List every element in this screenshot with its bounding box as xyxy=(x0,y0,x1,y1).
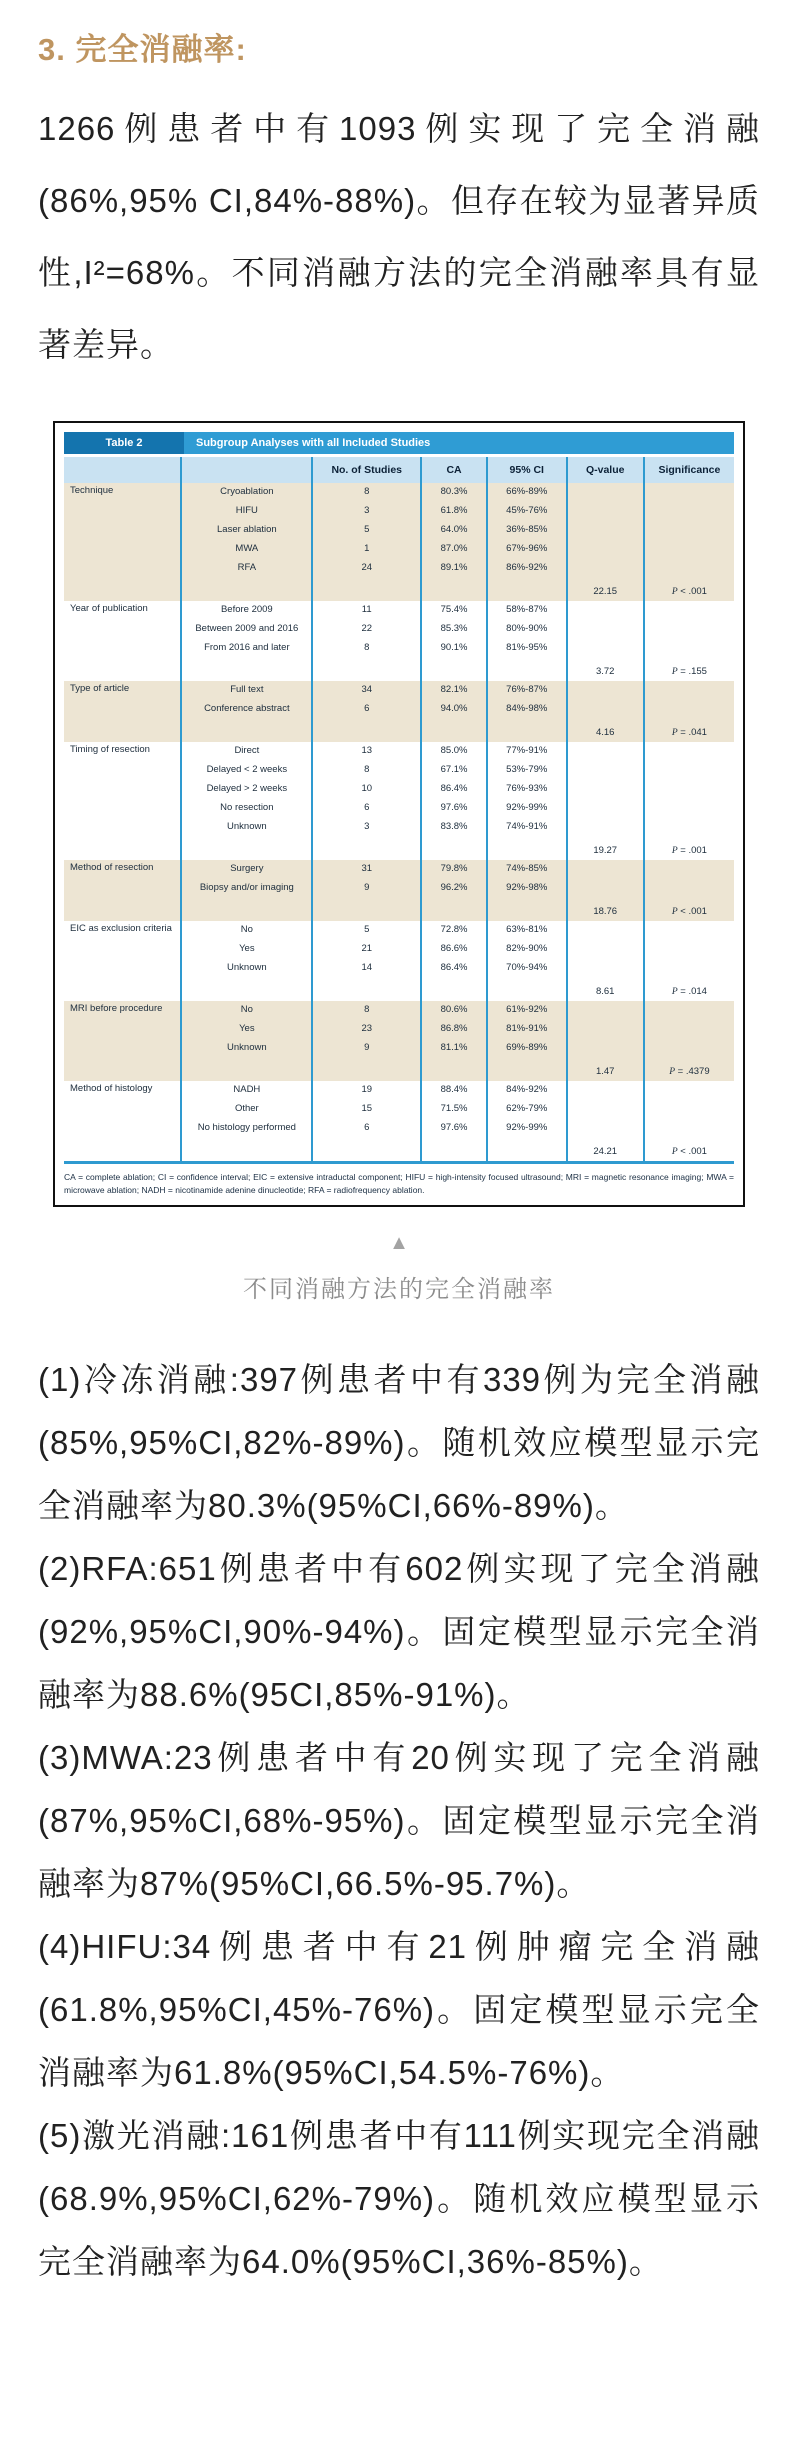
table-cell: 84%-98% xyxy=(487,700,567,719)
table-cell: 85.0% xyxy=(421,742,487,761)
table-cell: 92%-99% xyxy=(487,1119,567,1138)
table-cell: No xyxy=(181,1001,312,1020)
table-cell: 1 xyxy=(312,540,421,559)
table-cell xyxy=(487,658,567,681)
table-cell xyxy=(567,940,644,959)
table-cell xyxy=(64,1058,181,1081)
table-cell xyxy=(64,959,181,978)
table-cell: Surgery xyxy=(181,860,312,879)
header-cell-qvalue: Q-value xyxy=(567,457,644,483)
table-cell: Other xyxy=(181,1100,312,1119)
table-cell xyxy=(64,719,181,742)
table-cell xyxy=(64,559,181,578)
table-row xyxy=(64,502,734,521)
table-cell: Conference abstract xyxy=(181,700,312,719)
table-cell xyxy=(567,780,644,799)
table-cell xyxy=(64,818,181,837)
section-heading: 3. 完全消融率: xyxy=(38,32,247,67)
header-cell-ci: 95% CI xyxy=(487,457,567,483)
subgroup-analyses-table xyxy=(64,457,734,1164)
table-cell: 74%-91% xyxy=(487,818,567,837)
table-qvalue-row xyxy=(64,1138,734,1163)
table-cell: 72.8% xyxy=(421,921,487,940)
table-cell: 71.5% xyxy=(421,1100,487,1119)
table-cell: MWA xyxy=(181,540,312,559)
table-cell: 86%-92% xyxy=(487,559,567,578)
table-cell xyxy=(567,681,644,700)
table-cell xyxy=(644,940,734,959)
table-row xyxy=(64,799,734,818)
table-cell xyxy=(64,940,181,959)
q-value-cell: 3.72 xyxy=(567,658,644,681)
table-cell: 80%-90% xyxy=(487,620,567,639)
table-cell xyxy=(644,799,734,818)
table-cell: 11 xyxy=(312,601,421,620)
q-value-cell: 24.21 xyxy=(567,1138,644,1163)
finding-paragraph-cryoablation: (1)冷冻消融:397例患者中有339例为完全消融(85%,95%CI,82%-89%)。随机效应模型显示完全消融率为80.3%(95%CI,66%-89%)。 xyxy=(38,1361,760,1525)
table-cell: 76%-93% xyxy=(487,780,567,799)
table-cell: Technique xyxy=(70,485,114,496)
table-cell: 8 xyxy=(312,483,421,502)
table-cell: 76%-87% xyxy=(487,681,567,700)
table-cell xyxy=(567,1020,644,1039)
table-cell xyxy=(567,1001,644,1020)
q-value-cell: 8.61 xyxy=(567,978,644,1001)
table-cell: 67.1% xyxy=(421,761,487,780)
table-cell xyxy=(421,1138,487,1163)
table-row xyxy=(64,540,734,559)
table-cell xyxy=(567,818,644,837)
table-cell xyxy=(644,761,734,780)
table-cell xyxy=(64,1119,181,1138)
table-cell: 87.0% xyxy=(421,540,487,559)
table-cell xyxy=(644,959,734,978)
table-cell: 86.4% xyxy=(421,959,487,978)
table-cell: 81.1% xyxy=(421,1039,487,1058)
table-cell: 53%-79% xyxy=(487,761,567,780)
table-cell: 63%-81% xyxy=(487,921,567,940)
significance-cell: P = .155 xyxy=(644,658,734,681)
table-cell xyxy=(487,719,567,742)
table-cell: Year of publication xyxy=(70,603,148,614)
table-cell: 77%-91% xyxy=(487,742,567,761)
table-cell xyxy=(567,1039,644,1058)
table-cell xyxy=(644,879,734,898)
table-cell: 6 xyxy=(312,1119,421,1138)
table-cell: Delayed > 2 weeks xyxy=(181,780,312,799)
table-cell: No xyxy=(181,921,312,940)
table-cell: 9 xyxy=(312,879,421,898)
intro-paragraph: 1266例患者中有1093例实现了完全消融(86%,95% CI,84%-88%)。但存在较为显著异质性,I²=68%。不同消融方法的完全消融率具有显著差异。 xyxy=(38,110,760,363)
table-cell: 97.6% xyxy=(421,799,487,818)
table-cell xyxy=(567,601,644,620)
table-header-row xyxy=(64,457,734,483)
finding-paragraph-hifu: (4)HIFU:34例患者中有21例肿瘤完全消融(61.8%,95%CI,45%-76%)。固定模型显示完全消融率为61.8%(95%CI,54.5%-76%)。 xyxy=(38,1928,760,2092)
table-cell: 82.1% xyxy=(421,681,487,700)
table-cell xyxy=(421,898,487,921)
table-cell: 83.8% xyxy=(421,818,487,837)
table-cell: 22 xyxy=(312,620,421,639)
table-cell xyxy=(312,578,421,601)
table-cell xyxy=(567,620,644,639)
table-cell xyxy=(644,1081,734,1100)
header-cell-empty xyxy=(64,457,181,483)
table-cell xyxy=(64,879,181,898)
table-image-frame xyxy=(53,421,745,1207)
table-cell: Laser ablation xyxy=(181,521,312,540)
table-qvalue-row xyxy=(64,978,734,1001)
table-cell xyxy=(64,1138,181,1163)
table-row xyxy=(64,1020,734,1039)
table-cell xyxy=(567,959,644,978)
table-row xyxy=(64,780,734,799)
figure-caption-block xyxy=(38,1233,760,1304)
table-cell xyxy=(567,559,644,578)
table-cell: 89.1% xyxy=(421,559,487,578)
table-cell: 97.6% xyxy=(421,1119,487,1138)
table-cell: 86.4% xyxy=(421,780,487,799)
table-cell xyxy=(181,898,312,921)
table-cell: 14 xyxy=(312,959,421,978)
table-cell xyxy=(487,578,567,601)
table-cell xyxy=(64,502,181,521)
significance-cell: P = .041 xyxy=(644,719,734,742)
table-cell xyxy=(64,780,181,799)
table-cell: From 2016 and later xyxy=(181,639,312,658)
table-cell: 31 xyxy=(312,860,421,879)
significance-cell: P = .001 xyxy=(644,837,734,860)
table-cell xyxy=(487,837,567,860)
table-cell: Yes xyxy=(181,940,312,959)
table-cell xyxy=(181,719,312,742)
table-cell: 80.3% xyxy=(421,483,487,502)
table-row xyxy=(64,620,734,639)
table-cell xyxy=(487,898,567,921)
table-cell xyxy=(64,978,181,1001)
table-row xyxy=(64,1100,734,1119)
table-cell: 88.4% xyxy=(421,1081,487,1100)
table-cell: 90.1% xyxy=(421,639,487,658)
table-cell: 92%-98% xyxy=(487,879,567,898)
table-cell xyxy=(567,860,644,879)
table-cell xyxy=(64,700,181,719)
table-cell xyxy=(567,1100,644,1119)
table-row xyxy=(64,1081,734,1100)
table-cell: Before 2009 xyxy=(181,601,312,620)
table-cell: Cryoablation xyxy=(181,483,312,502)
table-cell: HIFU xyxy=(181,502,312,521)
table-cell xyxy=(312,1138,421,1163)
table-cell: 6 xyxy=(312,700,421,719)
significance-cell: P < .001 xyxy=(644,578,734,601)
table-cell: 67%-96% xyxy=(487,540,567,559)
table-cell xyxy=(644,502,734,521)
table-cell xyxy=(421,719,487,742)
table-cell xyxy=(644,1020,734,1039)
q-value-cell: 1.47 xyxy=(567,1058,644,1081)
table-cell xyxy=(644,639,734,658)
header-cell-no-of-studies: No. of Studies xyxy=(312,457,421,483)
q-value-cell: 19.27 xyxy=(567,837,644,860)
table-cell: MRI before procedure xyxy=(70,1003,163,1014)
table-cell xyxy=(567,921,644,940)
table-cell: 96.2% xyxy=(421,879,487,898)
table-cell: 36%-85% xyxy=(487,521,567,540)
table-cell xyxy=(644,1100,734,1119)
table-cell: Unknown xyxy=(181,959,312,978)
table-cell xyxy=(487,978,567,1001)
table-cell xyxy=(181,1138,312,1163)
table-cell xyxy=(181,578,312,601)
table-row xyxy=(64,483,734,502)
table-cell xyxy=(644,818,734,837)
table-row xyxy=(64,959,734,978)
significance-cell: P = .4379 xyxy=(644,1058,734,1081)
table-cell: 61%-92% xyxy=(487,1001,567,1020)
table-cell xyxy=(644,559,734,578)
table-cell xyxy=(567,742,644,761)
table-qvalue-row xyxy=(64,898,734,921)
table-cell xyxy=(64,837,181,860)
table-cell: 84%-92% xyxy=(487,1081,567,1100)
table-cell: 45%-76% xyxy=(487,502,567,521)
table-qvalue-row xyxy=(64,578,734,601)
table-row xyxy=(64,601,734,620)
table-footnote: CA = complete ablation; CI = confidence interval; EIC = extensive intraductal component; HIFU = high-intensity focused ultrasound; MRI = magnetic resonance imaging; MWA = microwave ablation; NADH = nicotinamide adenine dinucleotide; RFA = radiofrequency ablation. xyxy=(64,1172,734,1196)
table-cell xyxy=(644,483,734,502)
table-row xyxy=(64,700,734,719)
table-row xyxy=(64,639,734,658)
table-cell xyxy=(64,1100,181,1119)
table-cell xyxy=(64,658,181,681)
table-cell xyxy=(487,1058,567,1081)
table-label: Table 2 xyxy=(64,432,184,454)
table-cell xyxy=(312,837,421,860)
table-qvalue-row xyxy=(64,837,734,860)
table-row xyxy=(64,879,734,898)
table-cell xyxy=(64,898,181,921)
table-title-bar xyxy=(64,432,734,454)
table-cell: Type of article xyxy=(70,683,130,694)
table-cell: 80.6% xyxy=(421,1001,487,1020)
table-cell: 34 xyxy=(312,681,421,700)
table-cell xyxy=(567,761,644,780)
table-cell: 69%-89% xyxy=(487,1039,567,1058)
table-row xyxy=(64,521,734,540)
table-cell: Timing of resection xyxy=(70,744,150,755)
table-qvalue-row xyxy=(64,719,734,742)
table-cell: 86.6% xyxy=(421,940,487,959)
table-cell: NADH xyxy=(181,1081,312,1100)
table-cell: 64.0% xyxy=(421,521,487,540)
table-cell: 66%-89% xyxy=(487,483,567,502)
q-value-cell: 22.15 xyxy=(567,578,644,601)
table-cell: 75.4% xyxy=(421,601,487,620)
table-cell: 15 xyxy=(312,1100,421,1119)
table-row xyxy=(64,1039,734,1058)
table-cell xyxy=(644,780,734,799)
table-cell: 92%-99% xyxy=(487,799,567,818)
table-cell: 81%-91% xyxy=(487,1020,567,1039)
table-cell: Between 2009 and 2016 xyxy=(181,620,312,639)
table-cell: 10 xyxy=(312,780,421,799)
table-cell: 23 xyxy=(312,1020,421,1039)
table-cell: 24 xyxy=(312,559,421,578)
header-cell-significance: Significance xyxy=(644,457,734,483)
table-cell: 79.8% xyxy=(421,860,487,879)
table-cell: 74%-85% xyxy=(487,860,567,879)
table-cell: 61.8% xyxy=(421,502,487,521)
table-row xyxy=(64,742,734,761)
table-cell xyxy=(567,799,644,818)
table-cell xyxy=(64,578,181,601)
table-cell xyxy=(644,620,734,639)
table-cell: 3 xyxy=(312,502,421,521)
table-cell: RFA xyxy=(181,559,312,578)
table-cell: 8 xyxy=(312,639,421,658)
table-row xyxy=(64,1001,734,1020)
table-cell: Unknown xyxy=(181,818,312,837)
table-cell xyxy=(567,700,644,719)
table-cell: Direct xyxy=(181,742,312,761)
table-cell xyxy=(567,879,644,898)
table-title: Subgroup Analyses with all Included Studies xyxy=(184,432,734,454)
table-cell: 9 xyxy=(312,1039,421,1058)
table-cell xyxy=(644,521,734,540)
table-cell: Method of resection xyxy=(70,862,154,873)
table-cell: 82%-90% xyxy=(487,940,567,959)
table-cell xyxy=(644,700,734,719)
table-qvalue-row xyxy=(64,658,734,681)
table-cell xyxy=(567,1119,644,1138)
significance-cell: P < .001 xyxy=(644,898,734,921)
table-cell: Full text xyxy=(181,681,312,700)
header-cell-ca: CA xyxy=(421,457,487,483)
table-cell: Biopsy and/or imaging xyxy=(181,879,312,898)
table-cell: 5 xyxy=(312,921,421,940)
table-row xyxy=(64,559,734,578)
table-cell xyxy=(644,742,734,761)
table-cell xyxy=(312,1058,421,1081)
table-cell: 6 xyxy=(312,799,421,818)
finding-paragraph-laser: (5)激光消融:161例患者中有111例实现完全消融(68.9%,95%CI,62%-79%)。随机效应模型显示完全消融率为64.0%(95%CI,36%-85%)。 xyxy=(38,2117,760,2281)
table-row xyxy=(64,818,734,837)
table-cell: No resection xyxy=(181,799,312,818)
table-header xyxy=(64,457,734,483)
table-cell: EIC as exclusion criteria xyxy=(70,923,172,934)
table-cell xyxy=(644,1001,734,1020)
table-cell xyxy=(421,978,487,1001)
table-cell xyxy=(421,837,487,860)
table-cell: Unknown xyxy=(181,1039,312,1058)
table-cell xyxy=(312,719,421,742)
table-cell: 8 xyxy=(312,1001,421,1020)
table-cell xyxy=(644,601,734,620)
table-row xyxy=(64,860,734,879)
table-cell xyxy=(64,521,181,540)
table-cell: 85.3% xyxy=(421,620,487,639)
significance-cell: P = .014 xyxy=(644,978,734,1001)
table-cell: 86.8% xyxy=(421,1020,487,1039)
table-cell xyxy=(644,681,734,700)
table-cell xyxy=(181,1058,312,1081)
table-cell xyxy=(64,761,181,780)
table-cell: 19 xyxy=(312,1081,421,1100)
table-cell: 5 xyxy=(312,521,421,540)
table-cell xyxy=(567,1081,644,1100)
table-cell xyxy=(421,578,487,601)
table-cell xyxy=(181,837,312,860)
table-cell xyxy=(181,978,312,1001)
table-body xyxy=(64,483,734,1163)
table-row xyxy=(64,1119,734,1138)
table-cell: 94.0% xyxy=(421,700,487,719)
table-cell xyxy=(421,1058,487,1081)
table-cell xyxy=(64,1020,181,1039)
table-cell xyxy=(181,658,312,681)
header-cell-empty xyxy=(181,457,312,483)
table-cell xyxy=(567,483,644,502)
table-cell: 3 xyxy=(312,818,421,837)
q-value-cell: 4.16 xyxy=(567,719,644,742)
table-cell xyxy=(421,658,487,681)
significance-cell: P < .001 xyxy=(644,1138,734,1163)
q-value-cell: 18.76 xyxy=(567,898,644,921)
table-row xyxy=(64,940,734,959)
table-cell xyxy=(64,540,181,559)
table-qvalue-row xyxy=(64,1058,734,1081)
table-cell: No histology performed xyxy=(181,1119,312,1138)
table-cell xyxy=(567,502,644,521)
table-row xyxy=(64,761,734,780)
table-cell: Delayed < 2 weeks xyxy=(181,761,312,780)
figure-caption: 不同消融方法的完全消融率 xyxy=(243,1276,555,1304)
table-cell xyxy=(64,799,181,818)
finding-paragraph-rfa: (2)RFA:651例患者中有602例实现了完全消融(92%,95%CI,90%-94%)。固定模型显示完全消融率为88.6%(95CI,85%-91%)。 xyxy=(38,1550,760,1714)
table-cell: Method of histology xyxy=(70,1083,153,1094)
table-cell xyxy=(644,540,734,559)
table-cell xyxy=(487,1138,567,1163)
table-cell xyxy=(644,921,734,940)
finding-paragraph-mwa: (3)MWA:23例患者中有20例实现了完全消融(87%,95%CI,68%-95%)。固定模型显示完全消融率为87%(95%CI,66.5%-95.7%)。 xyxy=(38,1739,760,1903)
table-row xyxy=(64,681,734,700)
table-cell xyxy=(567,639,644,658)
table-cell xyxy=(312,658,421,681)
table-cell xyxy=(567,540,644,559)
table-cell: Yes xyxy=(181,1020,312,1039)
table-cell xyxy=(567,521,644,540)
findings-section xyxy=(38,1348,760,2293)
table-cell xyxy=(644,1039,734,1058)
table-cell xyxy=(312,978,421,1001)
table-cell xyxy=(312,898,421,921)
table-cell: 62%-79% xyxy=(487,1100,567,1119)
table-cell: 70%-94% xyxy=(487,959,567,978)
table-cell: 13 xyxy=(312,742,421,761)
table-cell: 81%-95% xyxy=(487,639,567,658)
table-cell xyxy=(64,1039,181,1058)
triangle-up-icon: ▲ xyxy=(389,1232,409,1255)
table-cell xyxy=(644,860,734,879)
table-cell: 8 xyxy=(312,761,421,780)
table-cell: 58%-87% xyxy=(487,601,567,620)
table-cell xyxy=(64,639,181,658)
table-cell: 21 xyxy=(312,940,421,959)
table-cell xyxy=(64,620,181,639)
table-cell xyxy=(644,1119,734,1138)
table-row xyxy=(64,921,734,940)
